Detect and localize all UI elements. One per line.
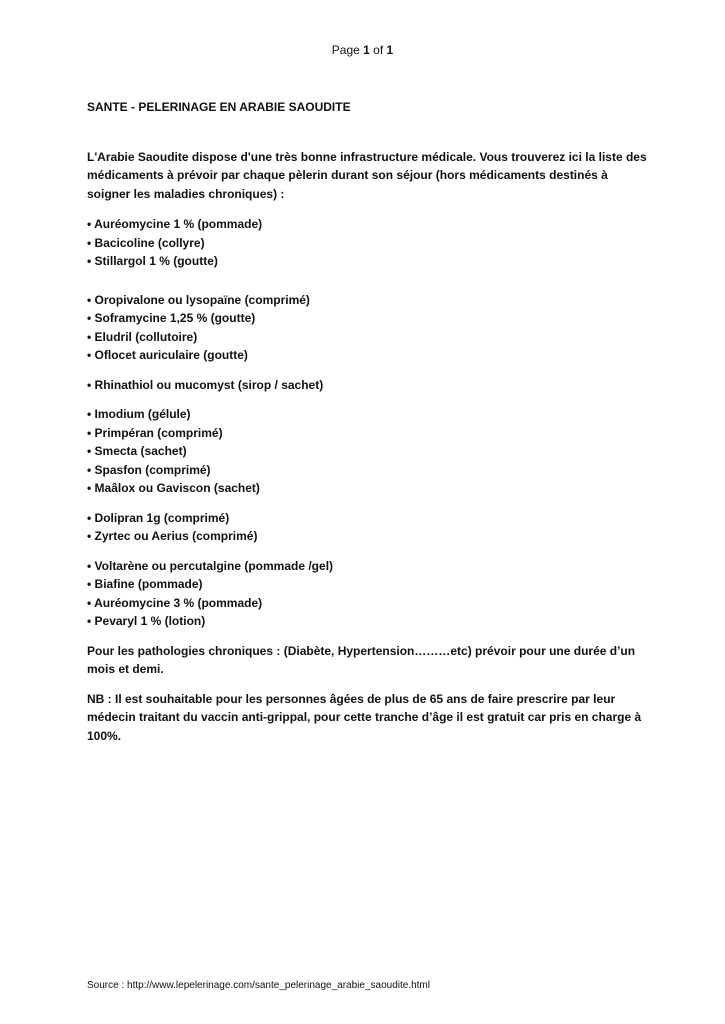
page-current: 1 (363, 43, 370, 57)
list-item: • Oflocet auriculaire (goutte) (87, 348, 248, 362)
page-total: 1 (386, 43, 394, 57)
medication-group-throat-ear (87, 291, 647, 365)
list-item: • Oropivalone ou lysopaïne (comprimé) (87, 292, 310, 307)
list-item: • Stillargol 1 % (goutte) (87, 254, 218, 268)
list-item: • Imodium (gélule) (87, 407, 191, 421)
list-item: • Auréomycine 3 % (pommade) (87, 595, 263, 610)
list-item: • Auréomycine 1 % (pommade) (87, 217, 263, 231)
list-item: • Bacicoline (collyre) (87, 235, 205, 250)
list-item: • Pevaryl 1 % (lotion) (87, 614, 206, 628)
list-item: • Smecta (sachet) (87, 444, 187, 458)
chronic-note: Pour les pathologies chroniques : (Diabète, Hypertension………etc) prévoir pour une durée d’un mois et demi. (87, 643, 636, 676)
page-number (0, 43, 725, 57)
list-item: • Eludril (collutoire) (87, 329, 198, 344)
list-item: • Spasfon (comprimé) (87, 462, 211, 477)
list-item: • Voltarène ou percutalgine (pommade /gel) (87, 558, 334, 573)
list-item: • Zyrtec ou Aerius (comprimé) (87, 529, 258, 543)
document-body (87, 98, 647, 756)
list-item: • Rhinathiol ou mucomyst (sirop / sachet) (87, 377, 324, 392)
list-item: • Soframycine 1,25 % (goutte) (87, 311, 256, 325)
page-prefix: Page (331, 43, 364, 57)
list-item: • Biafine (pommade) (87, 577, 203, 591)
list-item: • Primpéran (comprimé) (87, 425, 223, 440)
medication-group-eyes (87, 215, 647, 271)
document-title: SANTE - PELERINAGE EN ARABIE SAOUDITE (87, 100, 351, 114)
medication-group-skin (87, 557, 647, 631)
medication-group-cough (87, 376, 647, 395)
intro-paragraph: L'Arabie Saoudite dispose d'une très bonne infrastructure médicale. Vous trouverez ici la liste des médicaments à prévoir par chaque pèlerin durant son séjour (hors médicaments destinés à soigner les maladies chroniques) : (87, 149, 647, 201)
page-separator: of (369, 43, 387, 57)
list-item: • Dolipran 1g (comprimé) (87, 510, 230, 525)
medication-group-digestive (87, 405, 647, 498)
list-item: • Maâlox ou Gaviscon (sachet) (87, 481, 260, 495)
medication-group-pain-allergy (87, 509, 647, 546)
source-footer: Source : http://www.lepelerinage.com/sante_pelerinage_arabie_saoudite.html (87, 980, 430, 991)
nb-note: NB : Il est souhaitable pour les personnes âgées de plus de 65 ans de faire prescrire par leur médecin traitant du vaccin anti-grippal, pour cette tranche d’âge il est gratuit car pris en charge à 100%. (87, 691, 642, 743)
